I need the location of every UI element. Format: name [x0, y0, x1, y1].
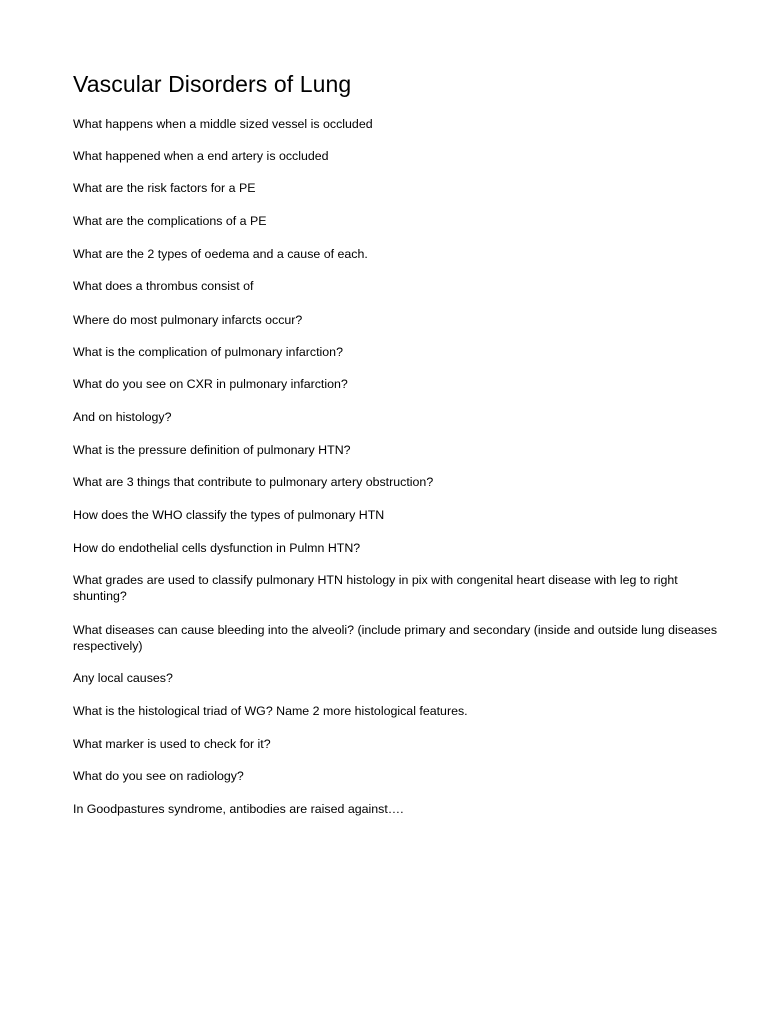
question-item: How do endothelial cells dysfunction in Pulmn HTN? — [73, 541, 361, 555]
question-item: What does a thrombus consist of — [73, 279, 254, 293]
question-item: What happens when a middle sized vessel is occluded — [73, 117, 373, 131]
question-item: How does the WHO classify the types of pulmonary HTN — [73, 508, 385, 522]
question-item: What is the complication of pulmonary infarction? — [73, 345, 343, 359]
question-item: What marker is used to check for it? — [73, 737, 271, 751]
question-item: And on histology? — [73, 410, 172, 424]
question-item: In Goodpastures syndrome, antibodies are raised against…. — [73, 802, 404, 816]
question-item: What do you see on radiology? — [73, 769, 244, 783]
question-item: What do you see on CXR in pulmonary infarction? — [73, 377, 348, 391]
question-item: What is the pressure definition of pulmonary HTN? — [73, 443, 351, 457]
question-item: What diseases can cause bleeding into the alveoli? (include primary and secondary (inside and outside lung diseases respectively) — [73, 623, 718, 653]
document-title: Vascular Disorders of Lung — [73, 71, 352, 97]
question-item: What is the histological triad of WG? Name 2 more histological features. — [73, 704, 468, 718]
question-item: Any local causes? — [73, 671, 173, 685]
question-item: What grades are used to classify pulmonary HTN histology in pix with congenital heart disease with leg to right shunting? — [73, 573, 678, 603]
question-item: What are the risk factors for a PE — [73, 181, 256, 195]
question-item: What are the complications of a PE — [73, 214, 267, 228]
question-item: Where do most pulmonary infarcts occur? — [73, 313, 303, 327]
question-item: What are 3 things that contribute to pulmonary artery obstruction? — [73, 475, 434, 489]
question-item: What happened when a end artery is occluded — [73, 149, 329, 163]
question-item: What are the 2 types of oedema and a cause of each. — [73, 247, 368, 261]
